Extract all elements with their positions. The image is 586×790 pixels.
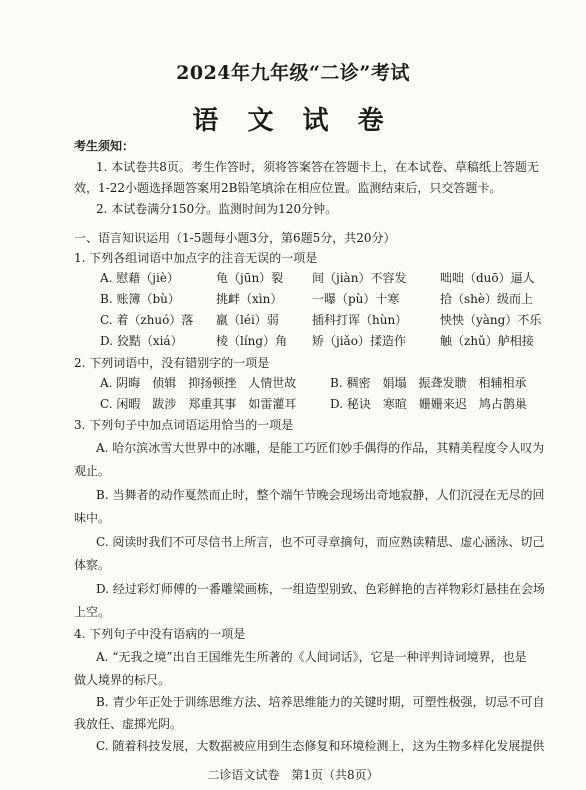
q1-option-b-word: 挑衅（xìn） <box>216 292 283 306</box>
notice-heading: 考生须知： <box>74 139 135 153</box>
q1-option-c-word: 怏怏（yàng）不乐 <box>440 313 542 327</box>
q4-option-a: A. “无我之境”出自王国维先生所著的《人间词话》，它是一种评判诗词境界，也是 <box>96 650 527 664</box>
q1-option-c-word: 插科打诨（hùn） <box>312 313 408 327</box>
q1-option-a-word: 咄咄（duō）逼人 <box>440 271 535 285</box>
exam-title: 2024年九年级“二诊”考试 <box>176 62 410 84</box>
q4-option-b-cont: 我放任、虚掷光阴。 <box>74 717 183 731</box>
q1-option-b-word: 一曝（pù）十寒 <box>312 292 400 306</box>
q1-option-b-word: 拾（shè）级而上 <box>440 292 533 306</box>
q3-option-d-cont: 上空。 <box>74 605 111 619</box>
q4-option-c: C. 随着科技发展，大数据被应用到生态修复和环境检测上，这为生物多样化发展提供 <box>96 739 545 753</box>
q1-option-d-word: 棱（líng）角 <box>216 334 288 348</box>
q1-option-a: A. 慰藉（jiè） <box>100 271 179 285</box>
q4-option-a-cont: 做人境界的标尺。 <box>74 673 171 687</box>
q3-option-c-cont: 体察。 <box>74 558 111 572</box>
page-footer: 二诊语文试卷 第1页（共8页） <box>207 768 379 782</box>
q1-option-c: C. 着（zhuó）落 <box>100 313 194 327</box>
question-4-stem: 4. 下列句子中没有语病的一项是 <box>74 627 246 641</box>
q1-option-c-word: 羸（léi）弱 <box>216 313 279 327</box>
notice-item-1-cont: 效，1-22小题选择题答案用2B铅笔填涂在相应位置。监测结束后，只交答题卡。 <box>74 181 502 195</box>
q1-option-d-word: 触（zhǔ）舻相接 <box>440 334 534 348</box>
q3-option-b-cont: 味中。 <box>74 511 111 525</box>
q1-option-a-word: 间（jiàn）不容发 <box>312 271 407 285</box>
q2-option-c: C. 闲暇 跋涉 郑重其事 如雷灌耳 <box>100 397 297 411</box>
section-heading: 一、语言知识运用（1-5题每小题3分，第6题5分，共20分） <box>74 231 396 245</box>
question-2-stem: 2. 下列词语中，没有错别字的一项是 <box>74 356 270 370</box>
q2-option-a: A. 阴晦 侦辑 抑扬顿挫 人情世故 <box>100 376 297 390</box>
q3-option-d: D. 经过彩灯师傅的一番雕梁画栋，一组造型别致、色彩鲜艳的吉祥物彩灯悬挂在会场 <box>96 582 545 596</box>
q3-option-a-cont: 观止。 <box>74 464 111 478</box>
notice-item-1: 1. 本试卷共8页。考生作答时，须将答案答在答题卡上，在本试卷、草稿纸上答题无 <box>96 160 539 174</box>
q1-option-a-word: 龟（jūn）裂 <box>216 271 284 285</box>
question-3-stem: 3. 下列句子中加点词语运用恰当的一项是 <box>74 418 294 432</box>
q4-option-b: B. 青少年正处于训练思维方法、培养思维能力的关键时期，可塑性极强，切忌不可自 <box>96 695 545 709</box>
q3-option-a: A. 哈尔滨冰雪大世界中的冰雕，是能工巧匠们妙手偶得的作品，其精美程度令人叹为 <box>96 441 545 455</box>
q3-option-c: C. 阅读时我们不可尽信书上所言，也不可寻章摘句，而应熟读精思、虚心涵泳、切己 <box>96 535 545 549</box>
q3-option-b: B. 当舞者的动作戛然而止时，整个端午节晚会现场出奇地寂静，人们沉浸在无尽的回 <box>96 488 545 502</box>
q1-option-d-word: 矫（jiǎo）揉造作 <box>312 334 406 348</box>
question-1-stem: 1. 下列各组词语中加点字的注音无误的一项是 <box>74 251 318 265</box>
q2-option-d: D. 秘诀 寒暄 姗姗来迟 鸠占鹊巢 <box>330 397 527 411</box>
q2-option-b: B. 稠密 娟塌 振聋发聩 相辅相承 <box>330 376 527 390</box>
q1-option-d: D. 狡黠（xiá） <box>100 334 183 348</box>
subject-title: 语 文 试 卷 <box>192 106 394 136</box>
q1-option-b: B. 账簿（bù） <box>100 292 180 306</box>
notice-item-2: 2. 本试卷满分150分。监测时间为120分钟。 <box>96 202 338 216</box>
